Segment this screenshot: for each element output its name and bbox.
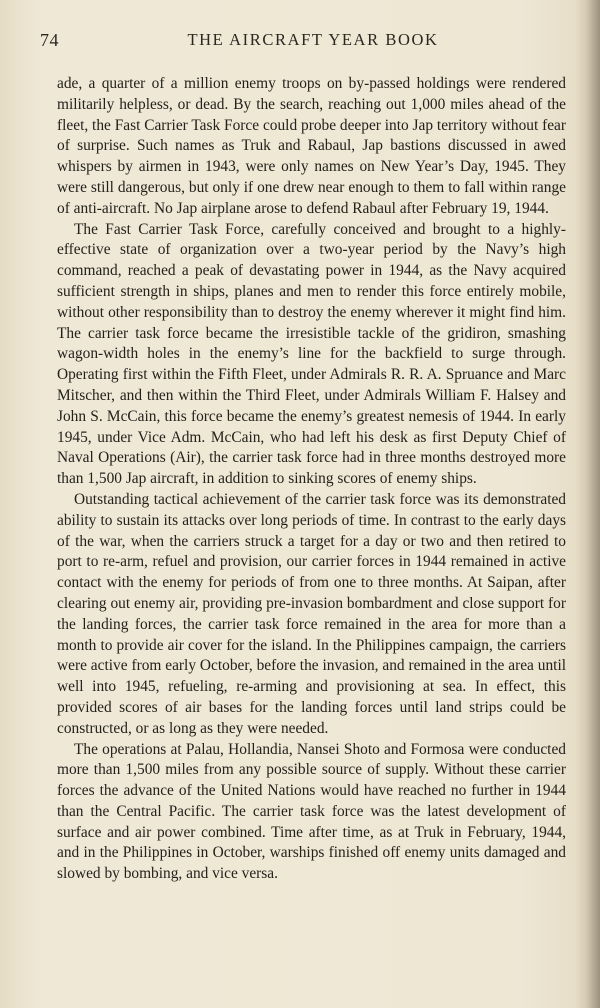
book-title: THE AIRCRAFT YEAR BOOK [187,30,439,49]
paragraph-continued: ade, a quarter of a million enemy troops on by-passed holdings were rendered militarily helpless, or dead. By the search, reaching out 1,000 miles ahead of the fleet, the Fast Carrier Task Force could probe deeper into Jap territory without fear of surprise. Such names as Truk and Rabaul, Jap bastions discussed in awed whispers by airmen in 1943, were only names on New Year’s Day, 1945. They were still dangerous, but only if one drew near enough to them to fall within range of anti-aircraft. No Jap airplane arose to defend Rabaul after February 19, 1944. [57,75,566,217]
paragraph-operations: The operations at Palau, Hollandia, Nansei Shoto and Formosa were conducted more than 1,500 miles from any possible source of supply. Without these carrier forces the advance of the United Nations would have reached no further in 1944 than the Central Pacific. The carrier task force was the latest development of surface and air power combined. Time after time, as at Truk in February, 1944, and in the Philippines in October, warships finished off enemy units damaged and slowed by bombing, and vice versa. [57,740,566,883]
running-head [40,30,566,54]
body-text [57,74,566,885]
page-edge-shadow [586,0,600,1008]
paragraph-tactical-achievement: Outstanding tactical achievement of the carrier task force was its demonstrated ability to sustain its attacks over long periods of time. In contrast to the early days of the war, when the carriers struck a target for a day or two and then retired to port to re-arm, refuel and provision, our carrier forces in 1944 remained in active contact with the enemy for periods of from one to three months. At Saipan, after clearing out enemy air, providing pre-invasion bombardment and close support for the landing forces, the carrier task force remained in the area for more than a month to provide air cover for the island. In the Philippines campaign, the carriers were active from early October, before the invasion, and remained in the area until well into 1945, refueling, re-arming and provisioning at sea. In effect, this provided scores of air bases for the landing forces until land strips could be constructed, or as long as they were needed. [57,490,566,737]
paragraph-fast-carrier-task-force: The Fast Carrier Task Force, carefully conceived and brought to a highly-effective state of organization over a two-year period by the Navy’s high command, reached a peak of devastating power in 1944, as the Navy acquired sufficient strength in ships, planes and men to render this force entirely mobile, without other responsibility than to destroy the enemy wherever it might find him. The carrier task force became the irresistible tackle of the gridiron, smashing wagon-width holes in the enemy’s line for the backfield to surge through. Operating first within the Fifth Fleet, under Admirals R. R. A. Spruance and Marc Mitscher, and then within the Third Fleet, under Admirals William F. Halsey and John S. McCain, this force became the enemy’s greatest nemesis of 1944. In early 1945, under Vice Adm. McCain, who had left his desk as first Deputy Chief of Naval Operations (Air), the carrier task force had in three months destroyed more than 1,500 Jap aircraft, in addition to sinking scores of enemy ships. [57,220,566,488]
page-number: 74 [40,30,59,50]
